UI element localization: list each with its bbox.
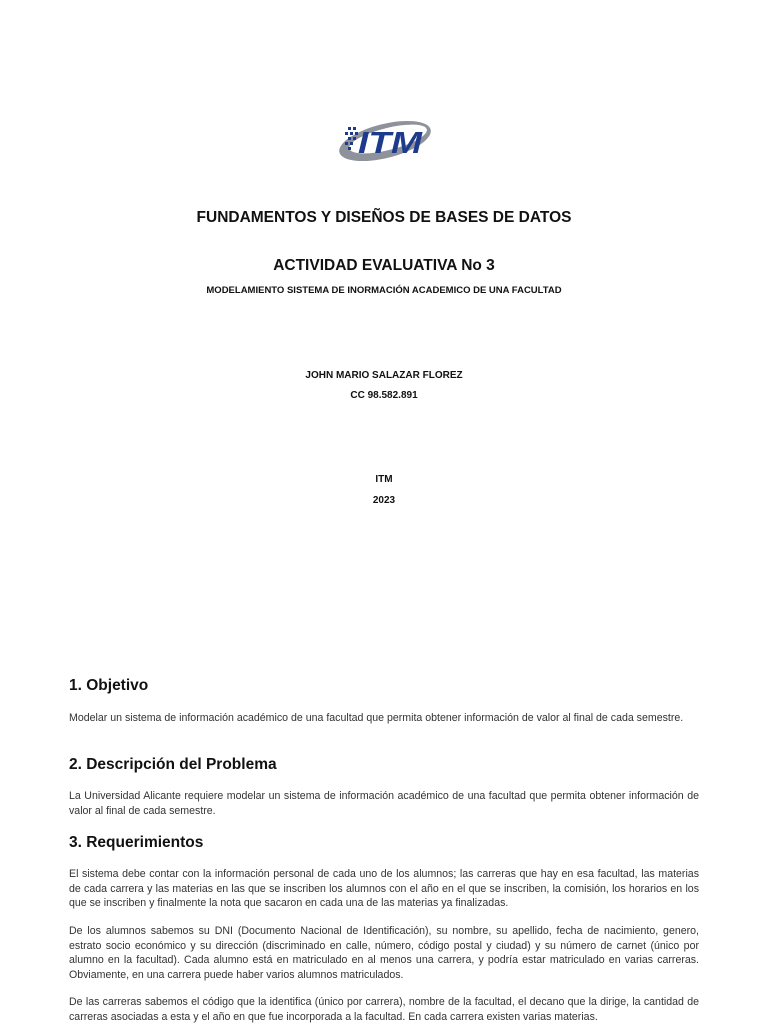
itm-logo	[336, 113, 434, 163]
section-heading-objetivo: 1. Objetivo	[69, 677, 149, 694]
author-id: CC 98.582.891	[350, 390, 418, 401]
logo-text: ITM	[358, 125, 424, 160]
section-heading-descripcion: 2. Descripción del Problema	[69, 756, 277, 773]
activity-subtitle: MODELAMIENTO SISTEMA DE INORMACIÓN ACADEMICO DE UNA FACULTAD	[206, 285, 562, 296]
year: 2023	[372, 495, 396, 506]
section-paragraph: De las carreras sabemos el código que la identifica (único por carrera), nombre de la facultad, el decano que la dirige, la cantidad de carreras asociadas a esta y el año en que fue incorporada a la facultad. En cada carrera existen varias materias.	[69, 996, 699, 1023]
institution: ITM	[375, 474, 393, 485]
section-heading-requerimientos: 3. Requerimientos	[69, 834, 204, 851]
author-name: JOHN MARIO SALAZAR FLOREZ	[305, 370, 463, 381]
section-paragraph: De los alumnos sabemos su DNI (Documento Nacional de Identificación), su nombre, su apellido, fecha de nacimiento, genero, estrato socio económico y su dirección (discriminado en calle, número, código postal y ciudad) y su número de carnet (único por alumno en la facultad). Cada alumno está en matriculado en al menos una carrera, y podría estar matriculado en varias carreras. Obviamente, en una carrera puede haber varios alumnos matriculados.	[69, 925, 699, 981]
course-title: FUNDAMENTOS Y DISEÑOS DE BASES DE DATOS	[196, 209, 572, 226]
section-paragraph: La Universidad Alicante requiere modelar un sistema de información académico de una facultad que permita obtener información de valor al final de cada semestre.	[69, 790, 699, 817]
activity-title: ACTIVIDAD EVALUATIVA No 3	[273, 257, 495, 274]
section-paragraph: El sistema debe contar con la información personal de cada uno de los alumnos; las carreras que hay en esa facultad, las materias de cada carrera y las materias en las que se inscriben los alumnos con el año en el que se inscriben, la comisión, los horarios en los que se inscriben y finalmente la nota que sacaron en cada una de las materias ya finalizadas.	[69, 868, 699, 909]
section-paragraph: Modelar un sistema de información académico de una facultad que permita obtener información de valor al final de cada semestre.	[69, 712, 684, 724]
